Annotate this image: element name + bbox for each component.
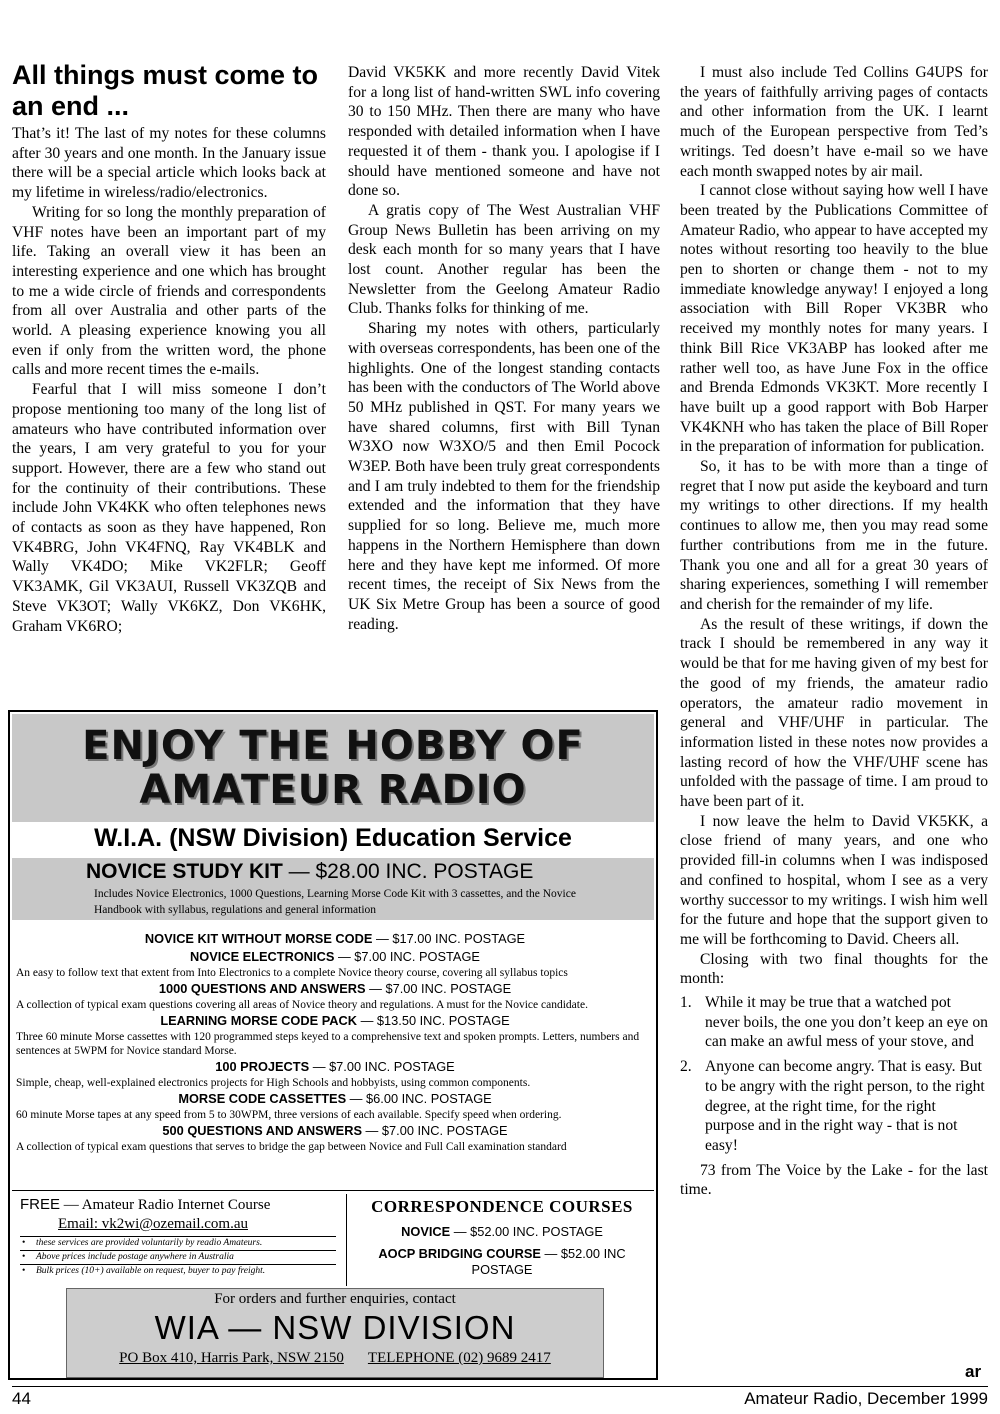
banner-line-2: AMATEUR RADIO [139,767,527,813]
article-column-3 [680,63,988,1200]
article-paragraph: A gratis copy of The West Australian VHF Group News Bulletin has been arriving on my desk each month for so many years that I have lost count. Another regular has been the Newsletter from the Geelong Amateur Radio Club. Thanks folks for thinking of me. [348,201,660,318]
internet-course-block [20,1196,336,1278]
wia-title: WIA — NSW DIVISION [154,1309,516,1346]
article-paragraph: Writing for so long the monthly preparation of VHF notes have been an important part of my life. Taking an overall view it has been an interesting experience and one which has brought to me a wide circle of friends and correspondents from all over Australia and other parts of the world. A pleasing experience knowing you all even if only from the written word, the phone calls and more recent times the e-mails. [12,203,326,379]
course-line: AOCP BRIDGING COURSE — $52.00 INC POSTAGE [378,1246,626,1277]
list-item: 1. While it may be true that a watched pot never boils, the one you don’t keep an eye on can make an awful mess of your stove, and [680,994,988,1051]
article-paragraph: As the result of these writings, if down the track I should be remembered in any way it would be that for me having given of my best for the good of my friends, the amateur radio operators, the amateur radio movement in general and VHF/UHF in particular. The information listed in these notes now provides a lasting record of how the VHF/UHF scene has unfolded with the passage of time. I am proud to have been part of it. [680,615,988,811]
article-paragraph: Sharing my notes with others, particularly with overseas correspondents, has been one of the highlights. One of the longest standing contacts has been with the conductors of The World above 50 MHz published in QST. For many years we have shared columns, first with Bill Tynan W3XO now W3XO/5 and then Emil Pocock W3EP. Both have been truly great correspondents and I am truly indebted to them for the friendship extended and the information that they have supplied for so long. Believe me, much more happens in the Northern Hemisphere than down here and they have kept me informed. Of more recent times, the receipt of Six News from the UK Six Metre Group has been a source of good reading. [348,320,660,633]
orders-line: For orders and further enquiries, contact [214,1291,456,1307]
ad-banner [12,714,654,822]
article-paragraph: I now leave the helm to David VK5KK, a close friend of many years, and one who provided fill-in columns when I was indisposed and confined to hospital, whom I see as a very worthy successor to my writings. I wish him well for the future and hope that the support given to me will be forthcoming to David. Cheers all. [680,812,988,948]
internet-course: FREE — Amateur Radio Internet Course [20,1196,271,1213]
product-heading: 1000 QUESTIONS AND ANSWERS — $7.00 INC. POSTAGE [158,981,512,996]
product-heading: MORSE CODE CASSETTES — $6.00 INC. POSTAGE [178,1091,492,1106]
divider [12,1190,654,1191]
product-description: A collection of typical exam questions covering all areas of Novice theory and regulations. A must for the Novice candidate. [16,999,588,1011]
kit-description: Includes Novice Electronics, 1000 Questions, Learning Morse Code Kit with 3 cassettes, and the Novice Handbook with syllabus, regulations and general information [94,888,576,916]
product-description: Simple, cheap, well-explained electronics projects for High Schools and hobbyists, using common components. [16,1077,531,1089]
contact-address: PO Box 410, Harris Park, NSW 2150 TELEPHONE (02) 9689 2417 [119,1350,551,1366]
divider [346,1194,347,1286]
ad-notes [20,1236,336,1278]
article-headline: All things must come to an end ... [12,60,319,121]
publication-name: Amateur Radio, December 1999 [744,1389,988,1408]
correspondence-courses [354,1196,650,1278]
article-paragraph: Fearful that I will miss someone I don’t propose mentioning too many of the long list of amateurs who have contributed information over the years, I am very grateful to you for your support. However, there are a few who stand out for the continuity of their contributions. These include John VK4KK who often telephones news of contacts as soon as they have happened, Ron VK4BRG, John VK4FNQ, Ray VK4BLK and Wally VK4DO; Mike VK2FLR; Geoff VK3AMK, Gil VK3AUI, Russell VK3ZQB and Steve VK3OT; Wally VK6KZ, Don VK6HK, Graham VK6RO; [12,381,326,635]
signoff: 73 from The Voice by the Lake - for the last time. [680,1161,988,1199]
product-heading: NOVICE KIT WITHOUT MORSE CODE — $17.00 INC. POSTAGE [144,931,526,946]
page-number: 44 [12,1389,31,1408]
list-item: • Above prices include postage anywhere in Australia [20,1250,336,1264]
list-item: • Bulk prices (10+) available on request, buyer to pay freight. [20,1264,336,1278]
list-item: • these services are provided voluntarily by readio Amateurs. [20,1236,336,1250]
product-list [16,930,654,1154]
footer-divider [12,1386,988,1387]
education-service-advertisement [8,710,658,1380]
product-heading: 100 PROJECTS — $7.00 INC. POSTAGE [215,1059,455,1074]
novice-study-kit [12,858,654,920]
article-paragraph: Closing with two final thoughts for the month: [680,950,988,988]
article-column-1 [12,124,326,636]
service-title: W.I.A. (NSW Division) Education Service [94,824,572,852]
product-heading: NOVICE ELECTRONICS — $7.00 INC. POSTAGE [190,949,480,964]
article-paragraph: I must also include Ted Collins G4UPS for the years of faithfully arriving pages of contacts and other information from the UK. I learnt much of the European perspective from Ted’s writings. Ted doesn’t have e-mail so we have each month swapped notes by air mail. [680,64,988,180]
list-item: 2. Anyone can become angry. That is easy. But to be angry with the right person, to the right degree, at the right time, for the right purpose and in the right way - that is not easy! [680,1058,985,1154]
product-heading: LEARNING MORSE CODE PACK — $13.50 INC. POSTAGE [160,1013,510,1028]
course-line: NOVICE — $52.00 INC. POSTAGE [401,1224,603,1239]
banner-line-1: ENJOY THE HOBBY OF [82,723,584,769]
kit-title: NOVICE STUDY KIT — $28.00 INC. POSTAGE [86,860,534,883]
product-description: Three 60 minute Morse cassettes with 120 programmed steps keyed to a comprehensive text and spoken prompts. Letters, numbers and sentences at 5WPM for Novice standard Morse. [16,1031,640,1057]
product-heading: 500 QUESTIONS AND ANSWERS — $7.00 INC. POSTAGE [162,1123,508,1138]
product-description: An easy to follow text that extent from Into Electronics to a complete Novice theory course, covering all syllabus topics [16,967,568,979]
correspondence-title: CORRESPONDENCE COURSES [371,1197,633,1216]
product-description: A collection of typical exam questions that serves to bridge the gap between Novice and Full Call examination standard [16,1141,567,1153]
article-paragraph: That’s it! The last of my notes for these columns after 30 years and one month. In the January issue there will be a special article which looks back at my lifetime in wireless/radio/electronics. [12,125,326,202]
article-column-2 [348,63,660,634]
product-description: 60 minute Morse tapes at any speed from 5 to 30WPM, three versions of each available. Specify speed when ordering. [16,1109,562,1121]
article-paragraph: David VK5KK and more recently David Vitek for a long list of hand-written SWL info covering 30 to 150 MHz. Then there are many who have responded with detailed information when I have requested it of them - thank you. I apologise if I should have mentioned someone and have not done so. [348,64,660,200]
article-paragraph: So, it has to be with more than a tinge of regret that I now put aside the keyboard and turn my writings to other directions. If my health continues to allow me, then you may read some further contributions from me in the future. Thank you one and all for a great 30 years of sharing experiences, something I will remember and cherish for the remainder of my life. [680,458,988,613]
contact-email[interactable]: Email: vk2wi@ozemail.com.au [58,1216,249,1232]
contact-panel [66,1288,604,1378]
final-thoughts-list [680,993,988,1156]
article-paragraph: I cannot close without saying how well I have been treated by the Publications Committee of Amateur Radio, who appear to have accepted my notes without resorting too heavily to the blue pen to shorten or change them - not to my immediate knowledge anyway! I enjoyed a long association with Bill Roper VK3BR who received my monthly notes for many years. I think Bill Rice VK3ABP has looked after me rather well too, as have June Fox in the office and Brenda Edmonds VK3KT. More recently I have built up a good rapport with Bob Harper VK4KNH who has taken the place of Bill Roper in the preparation of information for publication. [680,182,988,456]
end-mark: ar [965,1362,982,1381]
